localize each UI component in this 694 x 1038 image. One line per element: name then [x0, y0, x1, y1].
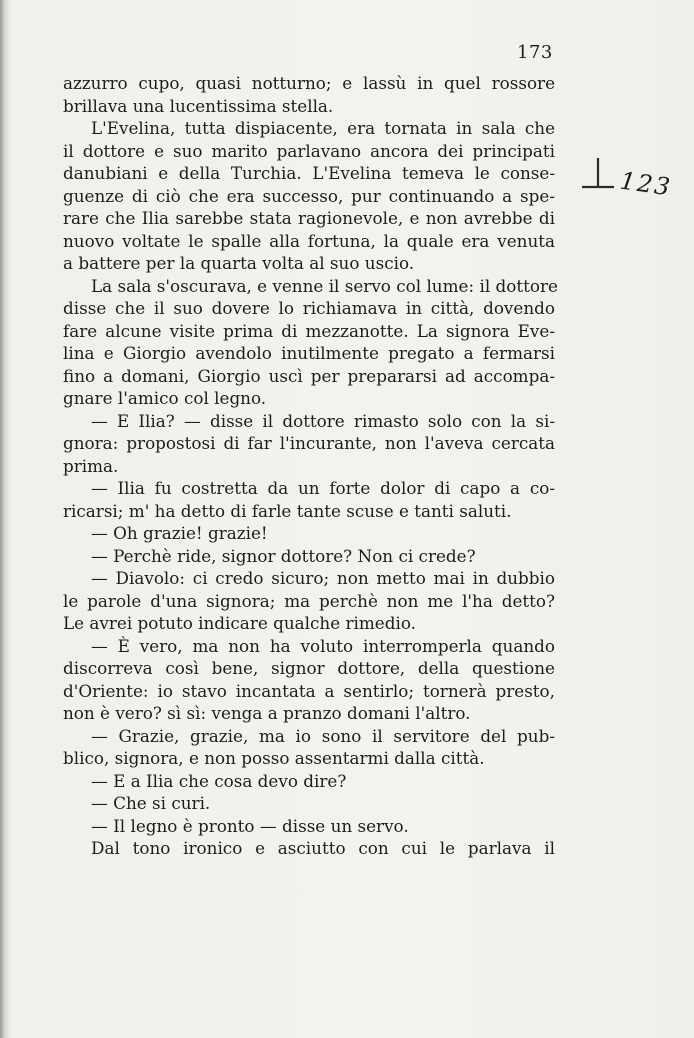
- text-line: — Grazie, grazie, ma io sono il servitore del pub-: [91, 725, 555, 746]
- text-line: a battere per la quarta volta al suo uscio.: [63, 253, 415, 273]
- text-line: lina e Giorgio avendolo inutilmente pregato a fermarsi: [63, 343, 555, 363]
- text-line: — Il legno è pronto — disse un servo.: [91, 815, 409, 836]
- text-line: nuovo voltate le spalle alla fortuna, la quale era venuta: [63, 230, 555, 251]
- margin-bracket-mark: [578, 156, 618, 192]
- text-line: blico, signora, e non posso assentarmi dalla città.: [63, 748, 485, 768]
- text-line: — Perchè ride, signor dottore? Non ci crede?: [91, 545, 476, 566]
- text-line: — E a Ilia che cosa devo dire?: [91, 770, 347, 791]
- text-line: rare che Ilia sarebbe stata ragionevole, e non avrebbe di: [63, 208, 555, 228]
- text-line: Dal tono ironico e asciutto con cui le parlava il: [91, 838, 555, 858]
- text-line: guenze di ciò che era successo, pur continuando a spe-: [63, 185, 555, 206]
- text-line: — È vero, ma non ha voluto interromperla quando: [91, 635, 555, 656]
- text-line: d'Oriente: io stavo incantata a sentirlo; tornerà presto,: [63, 680, 555, 701]
- page-number: 173: [517, 42, 553, 63]
- text-line: — Oh grazie! grazie!: [91, 523, 268, 543]
- text-line: azzurro cupo, quasi notturno; e lassù in quel rossore: [63, 73, 555, 93]
- text-line: — E Ilia? — disse il dottore rimasto solo con la si-: [91, 410, 555, 431]
- text-line: discorreva così bene, signor dottore, della questione: [63, 658, 555, 678]
- text-line: gnora: propostosi di far l'incurante, non l'aveva cercata: [63, 433, 555, 453]
- text-line: fare alcune visite prima di mezzanotte. La signora Eve-: [63, 320, 555, 341]
- text-line: le parole d'una signora; ma perchè non me l'ha detto?: [63, 590, 555, 611]
- text-line: — Che si curi.: [91, 793, 211, 813]
- text-line: danubiani e della Turchia. L'Evelina temeva le conse-: [63, 163, 555, 183]
- text-line: brillava una lucentissima stella.: [63, 95, 334, 116]
- page-edge-shadow: [0, 0, 10, 1038]
- text-line: ricarsi; m' ha detto di farle tante scuse e tanti saluti.: [63, 500, 512, 521]
- text-line: gnare l'amico col legno.: [63, 388, 267, 408]
- text-line: non è vero? sì sì: venga a pranzo domani l'altro.: [63, 703, 471, 723]
- text-line: L'Evelina, tutta dispiacente, era tornata in sala che: [91, 118, 555, 138]
- text-line: La sala s'oscurava, e venne il servo col lume: il dottore: [91, 275, 558, 296]
- text-line: disse che il suo dovere lo richiamava in città, dovendo: [63, 298, 555, 318]
- text-line: il dottore e suo marito parlavano ancora dei principati: [63, 140, 555, 161]
- text-line: Le avrei potuto indicare qualche rimedio.: [63, 613, 416, 633]
- body-text: [63, 72, 558, 860]
- text-line: — Ilia fu costretta da un forte dolor di capo a co-: [91, 478, 555, 498]
- text-line: prima.: [63, 455, 119, 476]
- margin-note-number: 123: [618, 166, 674, 202]
- text-line: — Diavolo: ci credo sicuro; non metto mai in dubbio: [91, 568, 555, 588]
- text-line: fino a domani, Giorgio uscì per prepararsi ad accompa-: [63, 365, 555, 386]
